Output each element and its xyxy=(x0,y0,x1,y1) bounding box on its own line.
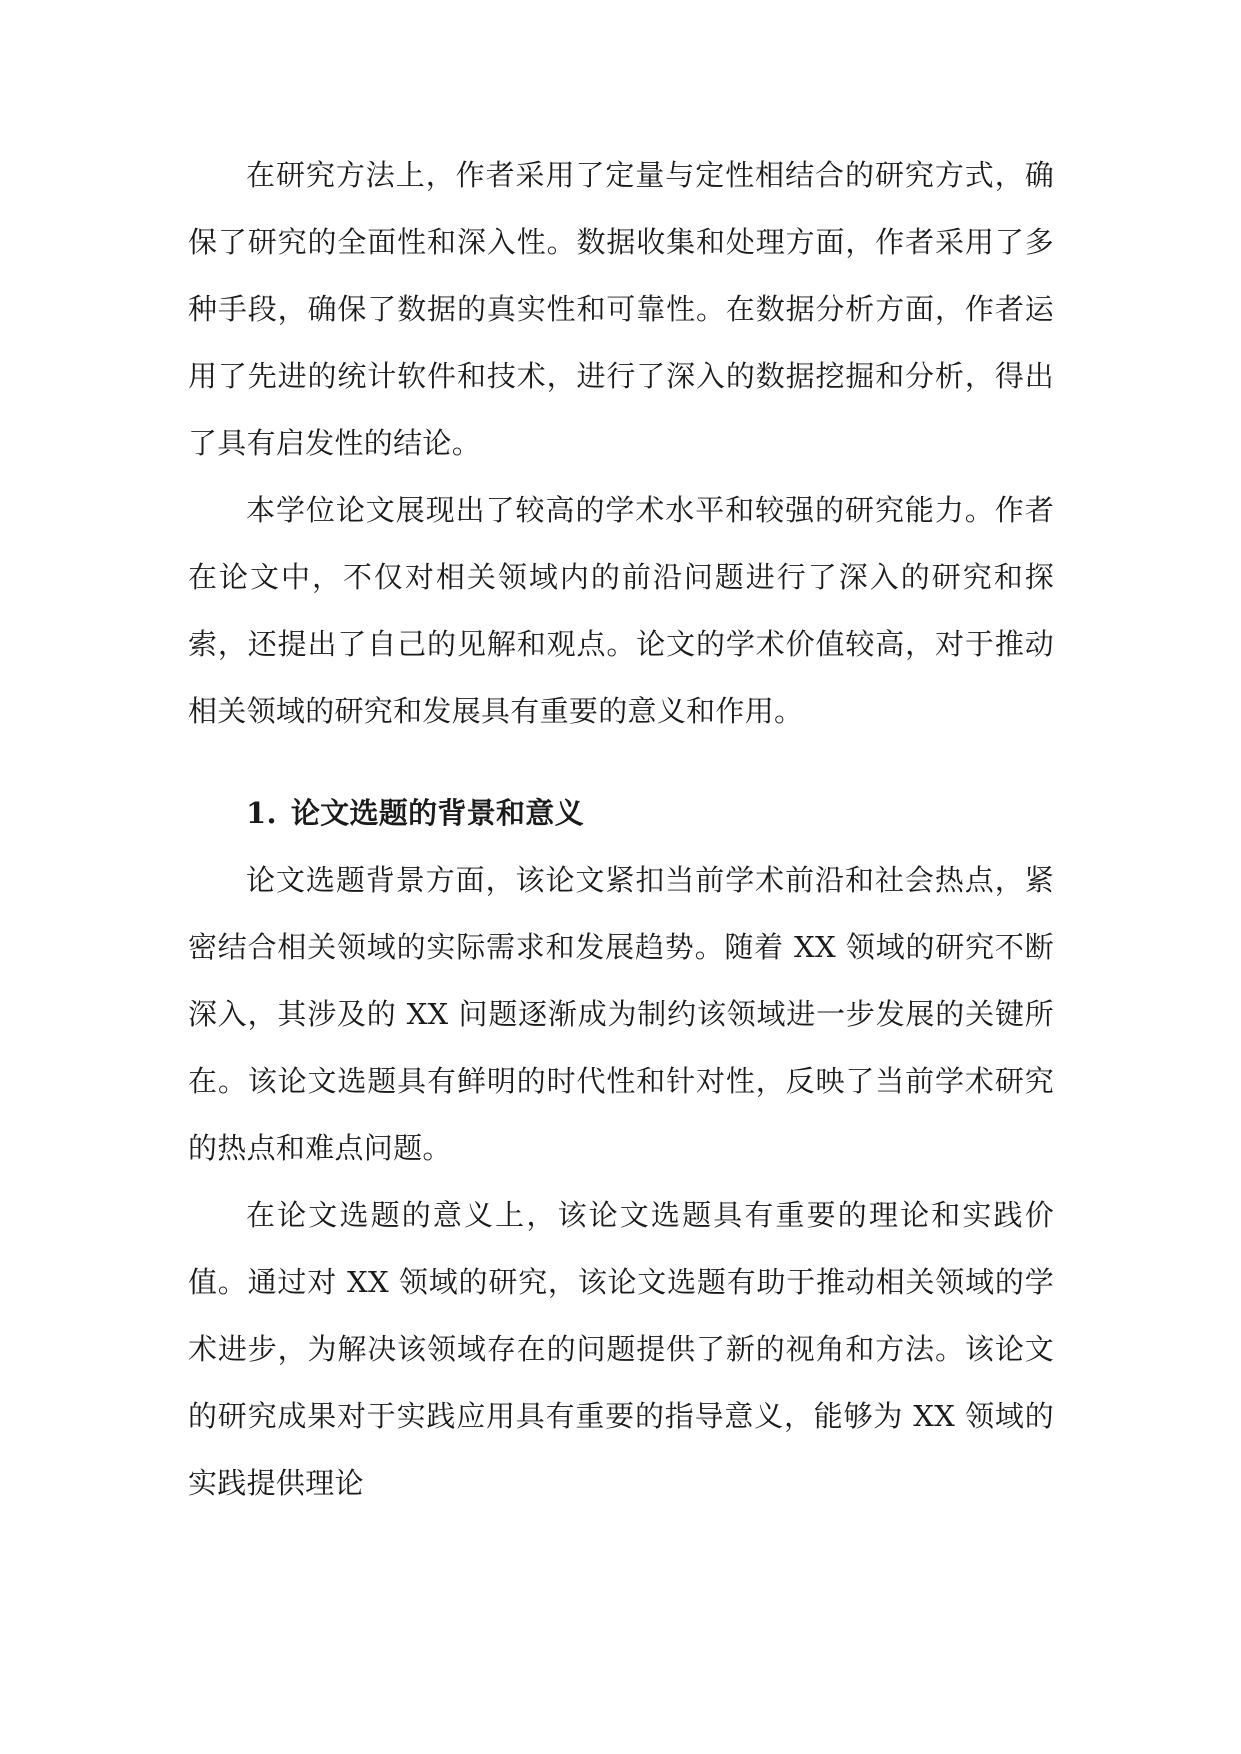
body-paragraph: 本学位论文展现出了较高的学术水平和较强的研究能力。作者在论文中，不仅对相关领域内的前沿问题进行了深入的研究和探索，还提出了自己的见解和观点。论文的学术价值较高，对于推动相关领域的研究和发展具有重要的意义和作用。 xyxy=(188,493,1054,728)
body-paragraph: 在论文选题的意义上，该论文选题具有重要的理论和实践价值。通过对 XX 领域的研究，该论文选题有助于推动相关领域的学术进步，为解决该领域存在的问题提供了新的视角和方法。该论文的研究成果对于实践应用具有重要的指导意义，能够为 XX 领域的实践提供理论 xyxy=(188,1198,1054,1500)
section-title: 论文选题的背景和意义 xyxy=(290,796,584,830)
section-heading xyxy=(188,780,1054,847)
section-number: 1. xyxy=(246,796,277,830)
body-paragraph: 论文选题背景方面，该论文紧扣当前学术前沿和社会热点，紧密结合相关领域的实际需求和发展趋势。随着 XX 领域的研究不断深入，其涉及的 XX 问题逐渐成为制约该领域进一步发展的关键所在。该论文选题具有鲜明的时代性和针对性，反映了当前学术研究的热点和难点问题。 xyxy=(188,863,1054,1165)
body-paragraph: 在研究方法上，作者采用了定量与定性相结合的研究方式，确保了研究的全面性和深入性。数据收集和处理方面，作者采用了多种手段，确保了数据的真实性和可靠性。在数据分析方面，作者运用了先进的统计软件和技术，进行了深入的数据挖掘和分析，得出了具有启发性的结论。 xyxy=(188,158,1054,460)
document-body xyxy=(188,142,1054,1517)
